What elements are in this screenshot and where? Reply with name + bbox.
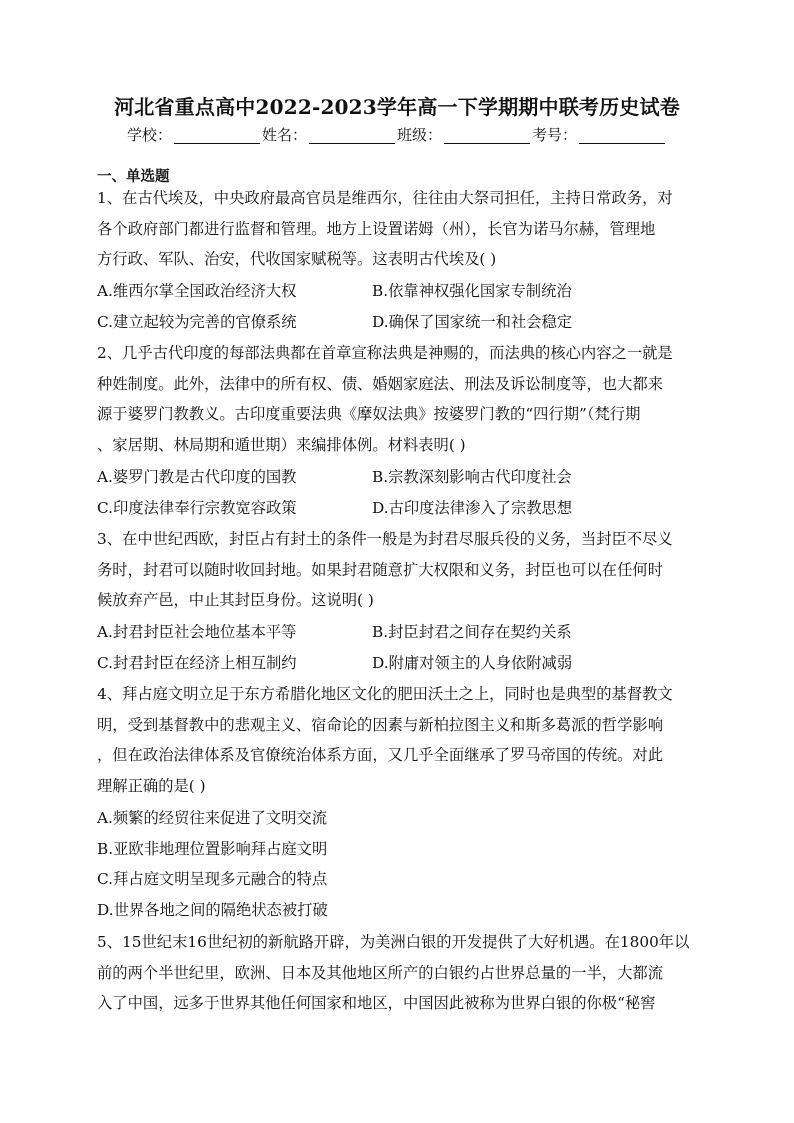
option-c: C.封君封臣在经济上相互制约 bbox=[97, 653, 297, 672]
student-info-line bbox=[0, 124, 794, 146]
option-d: D.古印度法律渗入了宗教思想 bbox=[372, 498, 573, 517]
exam-number-label: 考号： bbox=[532, 126, 578, 144]
option-c: C.拜占庭文明呈现多元融合的特点 bbox=[97, 870, 328, 889]
question-line: 理解正确的是( ) bbox=[97, 777, 206, 796]
question-4 bbox=[97, 679, 700, 802]
question-5 bbox=[97, 927, 700, 1019]
option-b: B.亚欧非地理位置影响拜占庭文明 bbox=[97, 839, 328, 858]
question-line: 明，受到基督教中的悲观主义、宿命论的因素与新柏拉图主义和斯多葛派的哲学影响 bbox=[97, 715, 663, 734]
school-blank bbox=[174, 127, 260, 144]
exam-number-blank bbox=[579, 127, 665, 144]
option-d: D.世界各地之间的隔绝状态被打破 bbox=[97, 901, 328, 920]
option-b: B.依靠神权强化国家专制统治 bbox=[372, 282, 572, 300]
option-c: C.建立起较为完善的官僚系统 bbox=[97, 312, 297, 331]
question-2 bbox=[97, 338, 700, 461]
question-2-options bbox=[97, 462, 700, 523]
question-3 bbox=[97, 524, 700, 616]
option-b: B.宗教深刻影响古代印度社会 bbox=[372, 468, 572, 486]
class-label: 班级： bbox=[397, 126, 443, 144]
question-line: 务时，封君可以随时收回封地。如果封君随意扩大权限和义务，封臣也可以在任何时 bbox=[97, 560, 663, 579]
option-d: D.附庸对领主的人身依附减弱 bbox=[372, 653, 573, 672]
question-line: 入了中国，远多于世界其他任何国家和地区，中国因此被称为世界白银的你极“秘窖 bbox=[97, 994, 656, 1013]
question-line: 前的两个半世纪里，欧洲、日本及其他地区所产的白银约占世界总量的一半，大都流 bbox=[97, 963, 663, 982]
option-d: D.确保了国家统一和社会稳定 bbox=[372, 312, 573, 331]
question-line: 种姓制度。此外，法律中的所有权、债、婚姻家庭法、刑法及诉讼制度等，也大都来 bbox=[97, 374, 663, 393]
section-heading: 一、单选题 bbox=[97, 169, 170, 185]
question-1 bbox=[97, 183, 700, 275]
question-line: 、家居期、林局期和遁世期）来编排体例。材料表明( ) bbox=[97, 436, 466, 455]
option-a: A.封君封臣社会地位基本平等 bbox=[97, 623, 297, 641]
class-blank bbox=[444, 127, 530, 144]
question-line: 3、在中世纪西欧，封臣占有封土的条件一般是为封君尽服兵役的义务，当封臣不尽义 bbox=[97, 530, 673, 548]
option-a: A.频繁的经贸往来促进了文明交流 bbox=[97, 809, 328, 827]
question-line: 2、几乎古代印度的每部法典都在首章宣称法典是神赐的，而法典的核心内容之一就是 bbox=[97, 344, 673, 362]
question-3-options bbox=[97, 617, 700, 678]
name-blank bbox=[309, 127, 395, 144]
question-line: 5、15世纪末16世纪初的新航路开辟，为美洲白银的开发提供了大好机遇。在1800年以 bbox=[97, 933, 690, 951]
name-label: 姓名： bbox=[261, 126, 307, 144]
question-line: 各个政府部门都进行监督和管理。地方上设置诺姆（州），长官为诺马尔赫，管理地 bbox=[97, 219, 656, 238]
question-line: ，但在政治法律体系及官僚统治体系方面，又几乎全面继承了罗马帝国的传统。对此 bbox=[97, 746, 663, 765]
question-line: 方行政、军队、治安，代收国家赋税等。这表明古代埃及( ) bbox=[97, 250, 497, 269]
option-b: B.封臣封君之间存在契约关系 bbox=[372, 623, 572, 641]
exam-title: 河北省重点高中2022-2023学年高一下学期期中联考历史试卷 bbox=[114, 95, 680, 119]
option-a: A.维西尔掌全国政治经济大权 bbox=[97, 282, 297, 300]
option-a: A.婆罗门教是古代印度的国教 bbox=[97, 468, 297, 486]
question-4-options bbox=[97, 803, 700, 926]
school-label: 学校： bbox=[126, 126, 172, 144]
question-line: 源于婆罗门教教义。古印度重要法典《摩奴法典》按婆罗门教的“四行期”（梵行期 bbox=[97, 405, 641, 424]
question-line: 4、拜占庭文明立足于东方希腊化地区文化的肥田沃土之上，同时也是典型的基督教文 bbox=[97, 685, 673, 703]
question-line: 1、在古代埃及，中央政府最高官员是维西尔，往往由大祭司担任，主持日常政务，对 bbox=[97, 189, 673, 207]
question-1-options bbox=[97, 276, 700, 337]
option-c: C.印度法律奉行宗教宽容政策 bbox=[97, 498, 297, 517]
question-line: 候放弃产邑，中止其封臣身份。这说明( ) bbox=[97, 591, 374, 610]
